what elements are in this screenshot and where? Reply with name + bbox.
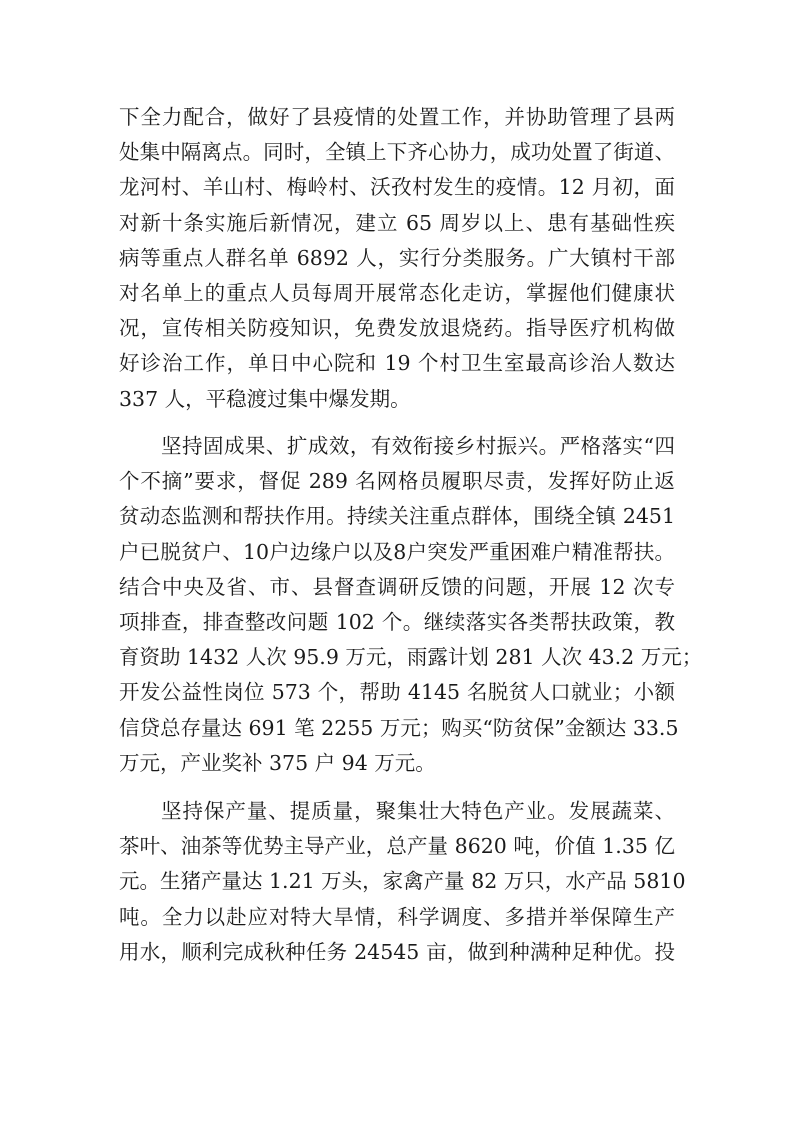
text-line: 元。生猪产量达 1.21 万头，家禽产量 82 万只，水产品 5810: [119, 869, 686, 894]
text-line: 好诊治工作，单日中心院和 19 个村卫生室最高诊治人数达: [119, 351, 675, 376]
text-line: 贫动态监测和帮扶作用。持续关注重点群体，围绕全镇 2451: [119, 504, 675, 529]
text-line: 坚持固成果、扩成效，有效衔接乡村振兴。严格落实“四: [161, 434, 675, 458]
text-line: 337 人，平稳渡过集中爆发期。: [119, 386, 411, 411]
text-line: 育资助 1432 人次 95.9 万元，雨露计划 281 人次 43.2 万元；: [119, 645, 703, 670]
text-line: 下全力配合，做好了县疫情的处置工作，并协助管理了县两: [119, 105, 675, 129]
text-line: 万元，产业奖补 375 户 94 万元。: [119, 750, 436, 775]
paragraph-pandemic-response: [119, 100, 675, 417]
text-line: 龙河村、羊山村、梅岭村、沃孜村发生的疫情。12 月初，面: [119, 175, 675, 200]
text-line: 个不摘”要求，督促 289 名网格员履职尽责，发挥好防止返: [119, 469, 675, 494]
paragraph-rural-revitalization: [119, 429, 703, 781]
text-line: 对名单上的重点人员每周开展常态化走访，掌握他们健康状: [119, 280, 675, 305]
text-line: 项排查，排查整改问题 102 个。继续落实各类帮扶政策，教: [119, 609, 675, 634]
text-line: 对新十条实施后新情况，建立 65 周岁以上、患有基础性疾: [119, 210, 675, 235]
paragraph-industry-development: [119, 794, 686, 970]
text-line: 开发公益性岗位 573 个，帮助 4145 名脱贫人口就业；小额: [119, 680, 675, 705]
text-line: 茶叶、油茶等优势主导产业，总产量 8620 吨，价值 1.35 亿: [119, 834, 675, 859]
text-line: 况，宣传相关防疫知识，免费发放退烧药。指导医疗机构做: [119, 316, 675, 341]
text-line: 吨。全力以赴应对特大旱情，科学调度、多措并举保障生产: [119, 904, 675, 929]
text-line: 信贷总存量达 691 笔 2255 万元；购买“防贫保”金额达 33.5: [119, 715, 679, 740]
text-line: 坚持保产量、提质量，聚集壮大特色产业。发展蔬菜、: [161, 799, 675, 823]
text-line: 结合中央及省、市、县督查调研反馈的问题，开展 12 次专: [119, 574, 675, 599]
text-line: 处集中隔离点。同时，全镇上下齐心协力，成功处置了街道、: [119, 140, 675, 165]
text-line: 户已脱贫户、10户边缘户以及8户突发严重困难户精准帮扶。: [119, 539, 675, 564]
text-line: 病等重点人群名单 6892 人，实行分类服务。广大镇村干部: [119, 245, 675, 270]
text-line: 用水，顺利完成秋种任务 24545 亩，做到种满种足种优。投: [119, 939, 675, 964]
